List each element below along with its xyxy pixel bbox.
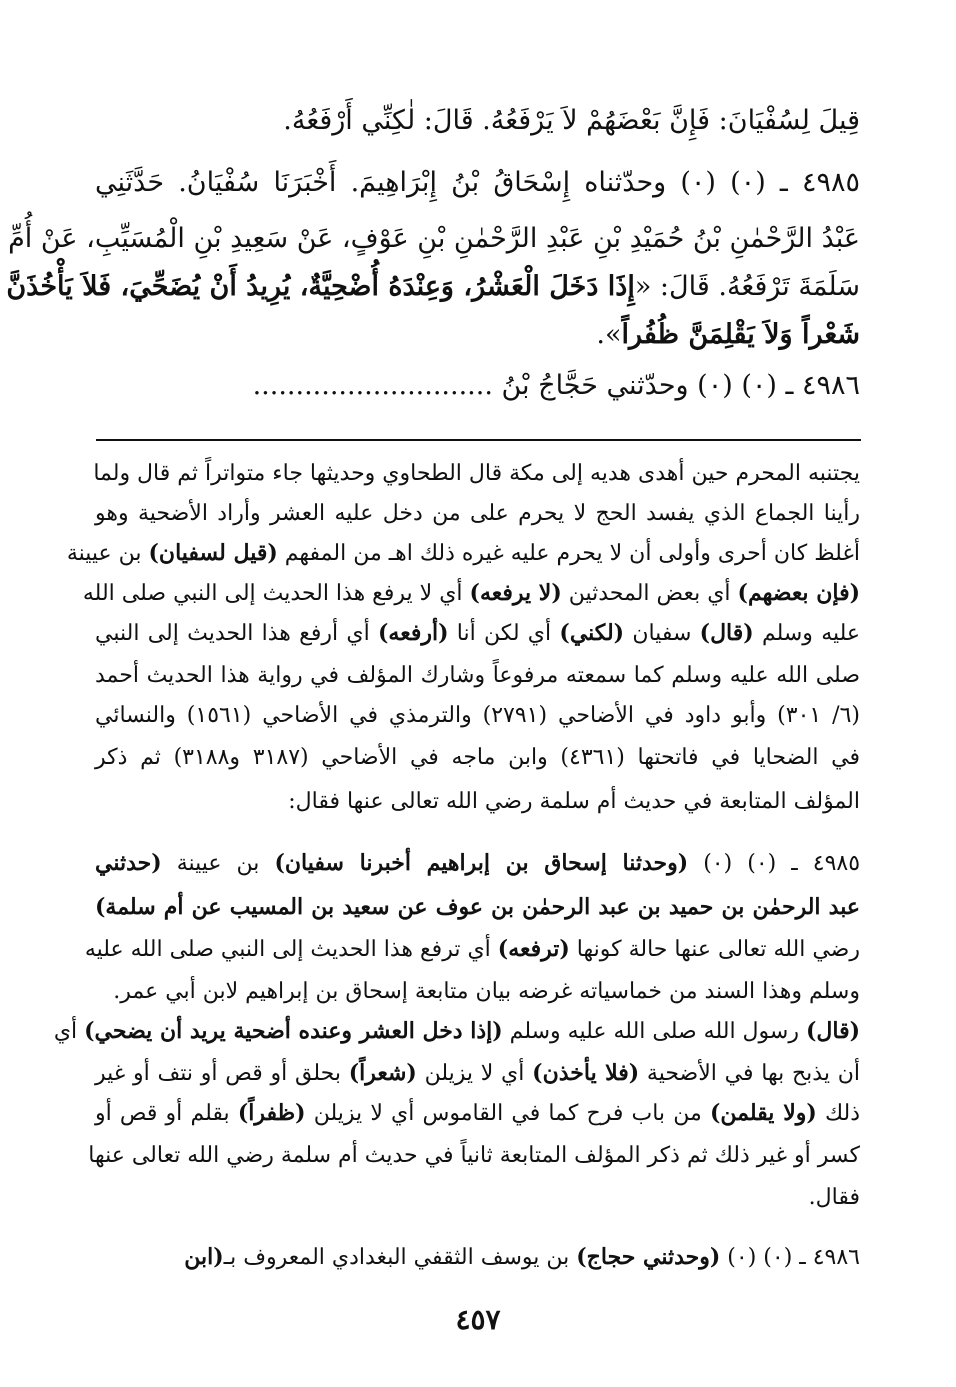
commentary-top-line (95, 499, 860, 529)
commentary-bottom-line (95, 849, 860, 879)
commentary-bottom-line (95, 1099, 860, 1129)
bold-segment: (قال) (805, 1018, 860, 1044)
bold-segment: (ترفعه) (497, 936, 570, 962)
text-segment: ٤٩٨٥ ـ (٠) (٠) وحدّثناه إِسْحَاقُ بْنُ إِبْرَاهِيمَ. أَخْبَرَنَا سُفْيَانُ. حَدَّثَنِي (95, 167, 860, 198)
text-segment: أغلظ كان أحرى وأولى أن لا يحرم عليه غيره ذلك اهـ من المفهم (277, 541, 860, 566)
commentary-bottom-line (95, 893, 860, 923)
commentary-bottom-line (95, 1059, 860, 1089)
text-segment: ذلك (816, 1101, 860, 1126)
text-segment: أي لكن أنا (448, 621, 560, 646)
bold-segment: (قيل لسفيان) (148, 540, 278, 566)
text-segment: أي ترفع هذا الحديث إلى النبي صلى الله عليه (84, 937, 498, 962)
text-segment: بن عيينة (161, 851, 275, 876)
commentary-top-line (95, 661, 860, 691)
text-segment: فقال. (808, 1185, 860, 1210)
bold-segment: (لا يرفعه) (469, 580, 562, 606)
text-segment: بن عيينة (66, 541, 149, 566)
bold-segment: (أرفعه) (378, 620, 449, 646)
bold-segment: (إذا دخل العشر وعنده أضحية يريد أن يضحي) (84, 1018, 503, 1044)
text-segment: يجتنبه المحرم حين أهدى هديه إلى مكة قال الطحاوي وحديثها جاء متواتراً ثم قال ولما (93, 461, 860, 486)
page-number: ٤٥٧ (455, 1303, 501, 1336)
commentary-bottom-line (88, 1141, 860, 1171)
commentary-top-line (95, 459, 860, 489)
commentary-bottom-line (95, 1243, 860, 1273)
commentary-top-line (95, 743, 860, 773)
hadith-text-line (6, 269, 860, 305)
bold-segment: (ابن (184, 1244, 224, 1270)
text-segment: أي (53, 1019, 85, 1044)
bold-segment: (فلا يأخذن) (532, 1060, 640, 1086)
commentary-top-line (82, 579, 860, 609)
text-segment: سَلَمَةَ تَرْفَعُهُ. قَالَ: « (634, 271, 860, 302)
commentary-bottom-line (95, 1183, 860, 1213)
text-segment: في الضحايا في فاتحتها (٤٣٦١) وابن ماجه في الأضاحي (٣١٨٧ و٣١٨٨) ثم ذكر (95, 745, 860, 770)
footnote-divider (96, 439, 861, 441)
commentary-bottom-line (95, 977, 860, 1007)
bold-segment: (ظفراً) (237, 1100, 306, 1126)
commentary-top-line (95, 619, 860, 649)
text-segment: المؤلف المتابعة في حديث أم سلمة رضي الله تعالى عنها فقال: (288, 789, 860, 814)
text-segment: أي لا يرفع هذا الحديث إلى النبي صلى الله (82, 581, 470, 606)
text-segment: أي لا يزيلن (416, 1061, 533, 1086)
text-segment: سفيان (624, 621, 700, 646)
text-segment: (٦/ ٣٠١) وأبو داود في الأضاحي (٢٧٩١) والترمذي في الأضاحي (١٥٦١) والنسائي (95, 703, 860, 728)
text-segment: كسر أو غير ذلك ثم ذكر المؤلف المتابعة ثانياً في حديث أم سلمة رضي الله تعالى عنها (88, 1143, 860, 1168)
hadith-text-line (95, 317, 860, 353)
hadith-text-line (95, 103, 860, 139)
bold-segment: (ولا يقلمن) (709, 1100, 817, 1126)
bold-segment: (وحدثني حجاج) (576, 1244, 721, 1270)
text-segment: أي أرفع هذا الحديث إلى النبي (95, 621, 378, 646)
text-segment: أي بعض المحدثين (561, 581, 738, 606)
bold-segment: (حدثني (95, 850, 162, 876)
bold-segment: (لكني) (559, 620, 625, 646)
bold-segment: (قال) (699, 620, 754, 646)
commentary-bottom-line (84, 935, 860, 965)
text-segment: بقلم أو قص أو (95, 1101, 238, 1126)
text-segment: قِيلَ لِسُفْيَانَ: فَإِنَّ بَعْضَهُمْ لاَ يَرْفَعُهُ. قَالَ: لٰكِنِّي أَرْفَعُهُ. (283, 105, 860, 136)
bold-segment: (فإن بعضهم) (737, 580, 860, 606)
text-segment: ». (596, 319, 622, 350)
text-segment: أن يذبح بها في الأضحية (639, 1061, 860, 1086)
text-segment: رأينا الجماع الذي يفسد الحج لا يحرم على من دخل عليه العشر وأراد الأضحية وهو (95, 501, 860, 526)
text-segment: ٤٩٨٦ ـ (٠) (٠) (720, 1245, 860, 1270)
bold-segment: إِذَا دَخَلَ الْعَشْرُ، وَعِنْدَهُ أُضْحِيَّةٌ، يُرِيدُ أَنْ يُضَحِّيَ، فَلاَ يَأْخُذَنَّ (6, 271, 635, 302)
text-segment: عَبْدُ الرَّحْمٰنِ بْنُ حُمَيْدِ بْنِ عَبْدِ الرَّحْمٰنِ بْنِ عَوْفٍ، عَنْ سَعِيدِ بْنِ الْمُسَيِّبِ، عَنْ أُمِّ (8, 223, 860, 254)
commentary-top-line (95, 787, 860, 817)
hadith-text-line (95, 165, 860, 201)
hadith-text-line (95, 368, 860, 404)
text-segment: ٤٩٨٦ ـ (٠) (٠) وحدّثني حَجَّاجُ بْنُ ............................ (252, 370, 860, 401)
bold-segment: شَعْراً وَلاَ يَقْلِمَنَّ ظُفُراً (621, 319, 860, 350)
text-segment: رضي الله تعالى عنها حالة كونها (569, 937, 860, 962)
text-segment: صلى الله عليه وسلم كما سمعته مرفوعاً وشارك المؤلف في رواية هذا الحديث أحمد (95, 663, 860, 688)
text-segment: وسلم وهذا السند من خماسياته غرضه بيان متابعة إسحاق بن إبراهيم لابن أبي عمر. (113, 979, 860, 1004)
bold-segment: عبد الرحمٰن بن حميد بن عبد الرحمٰن بن عوف عن سعيد بن المسيب عن أم سلمة) (95, 894, 860, 920)
commentary-bottom-line (53, 1017, 860, 1047)
text-segment: بن يوسف الثقفي البغدادي المعروف بـ (223, 1245, 577, 1270)
bold-segment: (وحدثنا إسحاق بن إبراهيم أخبرنا سفيان) (274, 850, 689, 876)
commentary-top-line (66, 539, 860, 569)
text-segment: عليه وسلم (753, 621, 861, 646)
text-segment: ٤٩٨٥ ـ (٠) (٠) (688, 851, 861, 876)
hadith-text-line (8, 221, 860, 257)
text-segment: رسول الله صلى الله عليه وسلم (502, 1019, 806, 1044)
bold-segment: (شعراً) (348, 1060, 417, 1086)
commentary-top-line (95, 701, 860, 731)
text-segment: بحلق أو قص أو نتف أو غير (95, 1061, 349, 1086)
text-segment: من باب فرح كما في القاموس أي لا يزيلن (305, 1101, 710, 1126)
